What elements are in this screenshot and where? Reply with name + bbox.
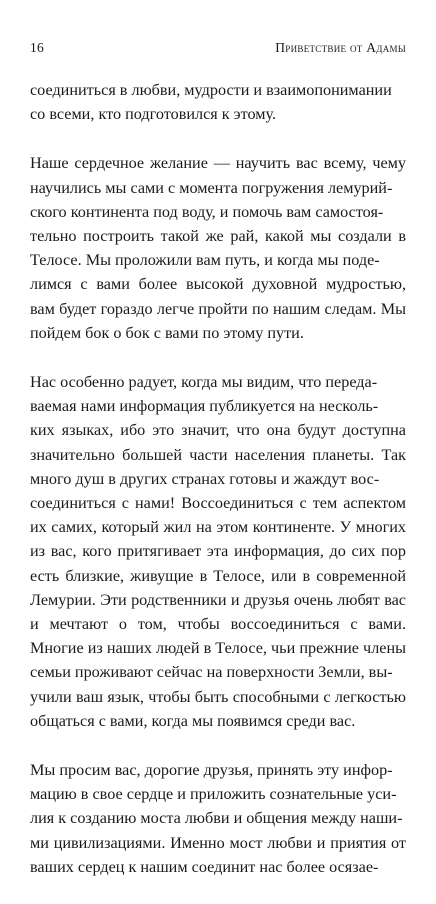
paragraph-3: Нас особенно радует, когда мы видим, что переда- ваемая нами информация публикуется на несколь- ких языках, ибо это значит, что она будут доступна значительно большей части населения планеты. Так много душ в других странах готовы и жаждут вос- соединиться с нами! Воссоединиться с тем аспектом их самих, который жил на этом континенте. У многих из вас, кого притягивает эта информация, до сих пор есть близкие, живущие в Телосе, или в современной Лемурии. Эти родственники и друзья очень любят вас и мечтают о том, чтобы воссоединиться с вами. Многие из наших людей в Телосе, чьи прежние члены семьи проживают сейчас на поверхности Земли, вы- учили ваш язык, чтобы быть способными с легкостью общаться с вами, когда мы появимся среди вас. bbox=[30, 373, 406, 730]
chapter-title: Приветствие от Адамы bbox=[275, 40, 406, 55]
paragraph-2: Наше сердечное желание — научить вас всему, чему научились мы сами с момента погружения лемурий- ского континента под воду, и помочь вам самостоя- тельно построить такой же рай, какой мы создали в Телосе. Мы проложили вам путь, и когда мы поде- лимся с вами более высокой духовной мудростью, вам будет гораздо легче пройти по нашим следам. Мы пойдем бок о бок с вами по этому пути. bbox=[30, 154, 406, 342]
running-header bbox=[30, 40, 406, 60]
paragraph-4: Мы просим вас, дорогие друзья, принять эту инфор- мацию в свое сердце и приложить сознательные уси- лия к созданию моста любви и общения между наши- ми цивилизациями. Именно мост любви и приятия от ваших сердец к нашим соединит нас более осязае- bbox=[30, 761, 406, 876]
body-text bbox=[30, 78, 406, 904]
page-number: 16 bbox=[30, 40, 44, 55]
paragraph-1: соединиться в любви, мудрости и взаимопонимании со всеми, кто подготовился к этому. bbox=[30, 81, 392, 124]
